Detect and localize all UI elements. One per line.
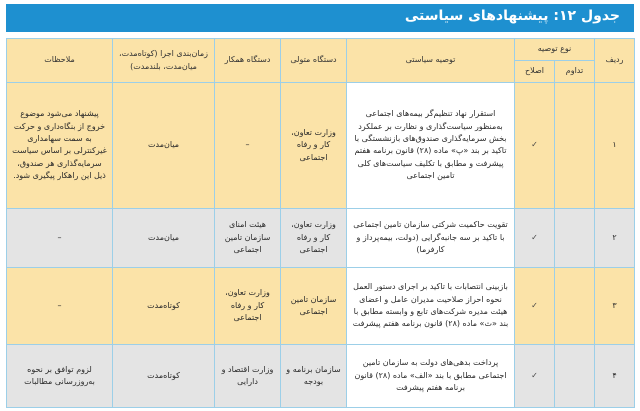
partner-cell: هیئت امنای سازمان تامین اجتماعی [215,208,281,267]
check-icon: ✓ [515,345,555,408]
header-partner: دستگاه همکار [215,39,281,83]
table-row [7,345,635,408]
header-continue: تداوم [555,61,595,83]
responsible-cell: سازمان برنامه و بودجه [281,345,347,408]
header-notes: ملاحظات [7,39,113,83]
policy-cell: تقویت حاکمیت شرکتی سازمان تامین اجتماعی با تاکید بر سه جانبه‌گرایی (دولت، بیمه‌پرداز و کارفرما) [347,208,515,267]
continue-cell [555,345,595,408]
timeline-cell: میان‌مدت [113,83,215,209]
check-icon: ✓ [515,208,555,267]
continue-cell [555,208,595,267]
check-icon: ✓ [515,83,555,209]
header-responsible: دستگاه متولی [281,39,347,83]
row-number: ۳ [595,267,635,344]
responsible-cell: سازمان تامین اجتماعی [281,267,347,344]
table-row [7,208,635,267]
partner-cell: وزارت اقتصاد و دارایی [215,345,281,408]
header-reform: اصلاح [515,61,555,83]
table-title-bar [6,4,634,32]
partner-cell: – [215,83,281,209]
header-recommendation-type: نوع توصیه [515,39,595,61]
notes-cell: لزوم توافق بر نحوه به‌روزرسانی مطالبات [7,345,113,408]
policy-cell: استقرار نهاد تنظیم‌گر بیمه‌های اجتماعی به‌منظور سیاست‌گذاری و نظارت بر عملکرد بخش سرمایه‌گذاری صندوق‌های بازنشستگی با تاکید بر بند «پ» ماده (۲۸) قانون برنامه هفتم پیشرفت و مطابق با تکلیف سیاست‌های کلی تامین اجتماعی [347,83,515,209]
policy-cell: بازبینی انتصابات با تاکید بر اجرای دستور العمل نحوه احراز صلاحیت مدیران عامل و اعضای هیئت مدیره شرکت‌های تابع و وابسته مطابق با بند «ث» ماده (۲۸) قانون برنامه هفتم پیشرفت [347,267,515,344]
partner-cell: وزارت تعاون، کار و رفاه اجتماعی [215,267,281,344]
timeline-cell: کوتاه‌مدت [113,267,215,344]
header-policy: توصیه سیاستی [347,39,515,83]
timeline-cell: میان‌مدت [113,208,215,267]
row-number: ۱ [595,83,635,209]
policy-table [6,38,635,408]
responsible-cell: وزارت تعاون، کار و رفاه اجتماعی [281,83,347,209]
check-icon: ✓ [515,267,555,344]
notes-cell: – [7,267,113,344]
policy-cell: پرداخت بدهی‌های دولت به سازمان تامین اجتماعی مطابق با بند «الف» ماده (۲۸) قانون برنامه هفتم پیشرفت [347,345,515,408]
notes-cell: پیشنهاد می‌شود موضوع خروج از بنگاه‌داری و حرکت به سمت سهامداری غیرکنترلی بر اساس سیاست سرمایه‌گذاری هر صندوق، ذیل این راهکار پیگیری شود. [7,83,113,209]
continue-cell [555,83,595,209]
header-row-number: ردیف [595,39,635,83]
responsible-cell: وزارت تعاون، کار و رفاه اجتماعی [281,208,347,267]
header-timeline: زمان‌بندی اجرا (کوتاه‌مدت، میان‌مدت، بلندمدت) [113,39,215,83]
continue-cell [555,267,595,344]
table-row [7,83,635,209]
timeline-cell: کوتاه‌مدت [113,345,215,408]
notes-cell: – [7,208,113,267]
table-title: جدول ۱۲: پیشنهادهای سیاستی [404,8,620,24]
table-row [7,267,635,344]
row-number: ۲ [595,208,635,267]
row-number: ۴ [595,345,635,408]
